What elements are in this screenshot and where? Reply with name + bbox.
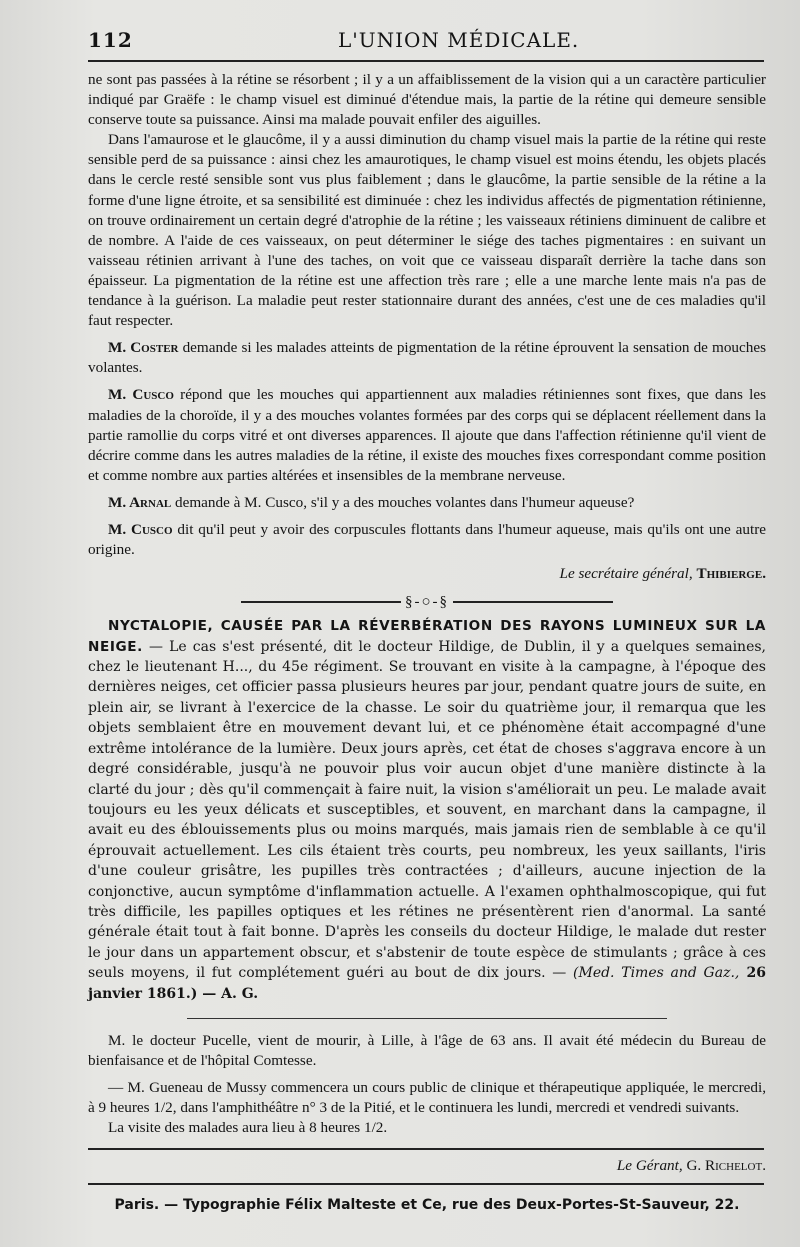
news-item: — M. Gueneau de Mussy commencera un cours public de clinique et thérapeutique appliquée, le mercredi, à 9 heures 1/2, dans l'amphithéâtre n° 3 de la Pitié, et le continuera les lundi, mercredi et vendredi suivants. — [88, 1079, 766, 1117]
article-citation: (Med. Times and Gaz., — [573, 965, 740, 982]
ornament-line-right — [453, 601, 613, 603]
discussion-paragraph — [88, 493, 766, 513]
article-body: — Le cas s'est présenté, dit le docteur Hildige, de Dublin, il y a quelques semaines, chez le lieutenant H..., du 45e régiment. Se trouvant en visite à la campagne, à l'époque des dernières neiges, cet officier passa plusieurs heures par jour, pendant quatre jours de suite, en plein air, se livrant à l'exercice de la chasse. Le soir du quatrième jour, il remarqua que les objets semblaient être en mouvement devant lui, et ce phénomène était accompagné d'une extrême intolérance de la lumière. Deux jours après, cet état de choses s'aggrava encore à un degré considérable, jusqu'à ne pouvoir plus voir aucun objet d'une manière distincte à la clarté du jour ; dès qu'il commençait à faire nuit, la vision s'améliorait un peu. Le malade avait toujours eu les yeux délicats et susceptibles, et souvent, en marchant dans la campagne, il avait eu des éblouissements plus ou moins marqués, mais jamais rien de semblable à ce qu'il éprouvait actuellement. Les cils étaient très courts, peu nombreux, les yeux saillants, l'iris d'une couleur grisâtre, les pupilles très contractées ; d'ailleurs, aucune injection de la conjonctive, aucun symptôme d'inflammation actuelle. A l'examen ophthalmoscopique, qui fut très difficile, les papilles optiques et les rétines ne présentèrent rien d'anormal. La santé générale était tout à fait bonne. D'après les conseils du docteur Hildige, le malade dut rester le jour dans un appartement obscur, et s'abstenir de toute espèce de stimulants ; grâce à ces seuls moyens, il fut complétement guéri au bout de dix jours. — — [88, 638, 766, 982]
article-date: 26 janvier 1861.) — [88, 965, 766, 1002]
page-body — [88, 70, 766, 1215]
speaker-name: M. Cusco — [108, 386, 174, 404]
speaker-text: demande si les malades atteints de pigmentation de la rétine éprouvent la sensation de mouches volantes. — [88, 339, 766, 377]
discussion-paragraph — [88, 385, 766, 485]
secretary-signature — [88, 564, 766, 584]
signature-name: Thibierge. — [696, 565, 766, 583]
closing-rule — [88, 1148, 764, 1150]
gerant-name: G. Richelot. — [686, 1157, 766, 1175]
news-item: La visite des malades aura lieu à 8 heures 1/2. — [108, 1119, 388, 1137]
speaker-name: M. Cusco — [108, 520, 173, 538]
ornament-line-left — [241, 601, 401, 603]
header-rule — [88, 60, 764, 62]
page-number: 112 — [88, 28, 133, 52]
section-ornament — [88, 592, 766, 612]
gerant-signature — [88, 1156, 766, 1176]
ornament-glyph: §-○-§ — [404, 594, 450, 611]
discussion-paragraph: ne sont pas passées à la rétine se résorbent ; il y a un affaiblissement de la vision qui a un caractère particulier indiqué par Graëfe : le champ visuel est diminué d'étendue mais, la partie de la rétine qui demeure sensible conserve toute sa puissance. Ainsi ma malade pouvait enfiler des aiguilles. — [88, 71, 766, 129]
article-paragraph — [88, 616, 766, 1004]
discussion-paragraph — [88, 338, 766, 378]
speaker-text: dit qu'il peut y avoir des corpuscules flottants dans l'humeur aqueuse, mais qu'ils ont une autre origine. — [88, 520, 766, 559]
speaker-text: répond que les mouches qui appartiennent aux maladies rétiniennes sont fixes, que dans les maladies de la choroïde, il y a des mouches volantes formées par des corps qui se déplacent réellement dans la partie ramollie du corps vitré et ont diverses apparences. Il ajoute que dans l'affection rétinienne qu'il vient de décrire comme dans les autres maladies de la rétine, il existe des mouches fixes correspondant comme position et comme nombre aux parties altérées et insensibles de la membrane nerveuse. — [88, 386, 766, 484]
journal-title: L'UNION MÉDICALE. — [338, 28, 580, 52]
speaker-name: M. Arnal — [108, 493, 172, 511]
section-divider — [187, 1018, 667, 1019]
page-header — [88, 22, 768, 56]
discussion-paragraph — [88, 520, 766, 560]
article-initials: — A. G. — [197, 985, 259, 1002]
signature-role: Le secrétaire général, — [559, 565, 693, 583]
news-item: M. le docteur Pucelle, vient de mourir, à Lille, à l'âge de 63 ans. Il avait été médecin du Bureau de bienfaisance et de l'hôpital Comtesse. — [88, 1031, 766, 1070]
article-title: NYCTALOPIE, CAUSÉE PAR LA RÉVERBÉRATION DES RAYONS LUMINEUX SUR LA NEIGE. — [88, 618, 766, 655]
speaker-text: demande à M. Cusco, s'il y a des mouches volantes dans l'humeur aqueuse? — [171, 493, 635, 511]
footer-rule — [88, 1183, 764, 1185]
gerant-role: Le Gérant, — [616, 1157, 683, 1175]
discussion-paragraph: Dans l'amaurose et le glaucôme, il y a aussi diminution du champ visuel mais la partie de la rétine qui reste sensible perd de sa puissance : ainsi chez les amaurotiques, le champ visuel est moins étendu, les objets placés dans le cercle resté sensible sont vus plus faiblement ; dans le glaucôme, la partie sensible de la rétine a la forme d'une ligne étroite, et sa sensibilité est diminuée : chez les individus affectés de pigmentation rétinienne, on trouve ordinairement un certain degré d'atrophie de la rétine ; les vaisseaux rétiniens diminuent de calibre et de nombre. A l'aide de ces vaisseaux, on peut déterminer le siége des taches pigmentaires : en suivant un vaisseau rétinien arrivant à l'une des taches, on voit que ce vaisseau disparaît derrière la tache dans son épaisseur. La pigmentation de la rétine est une affection très rare ; elle a une marche lente mais n'a pas de tendance à la guérison. La maladie peut rester stationnaire durant des années, c'est une de ces maladies qu'il faut respecter. — [88, 131, 766, 330]
speaker-name: M. Coster — [108, 339, 179, 357]
printer-imprint: Paris. — Typographie Félix Malteste et Ce, rue des Deux-Portes-St-Sauveur, 22. — [114, 1196, 740, 1213]
